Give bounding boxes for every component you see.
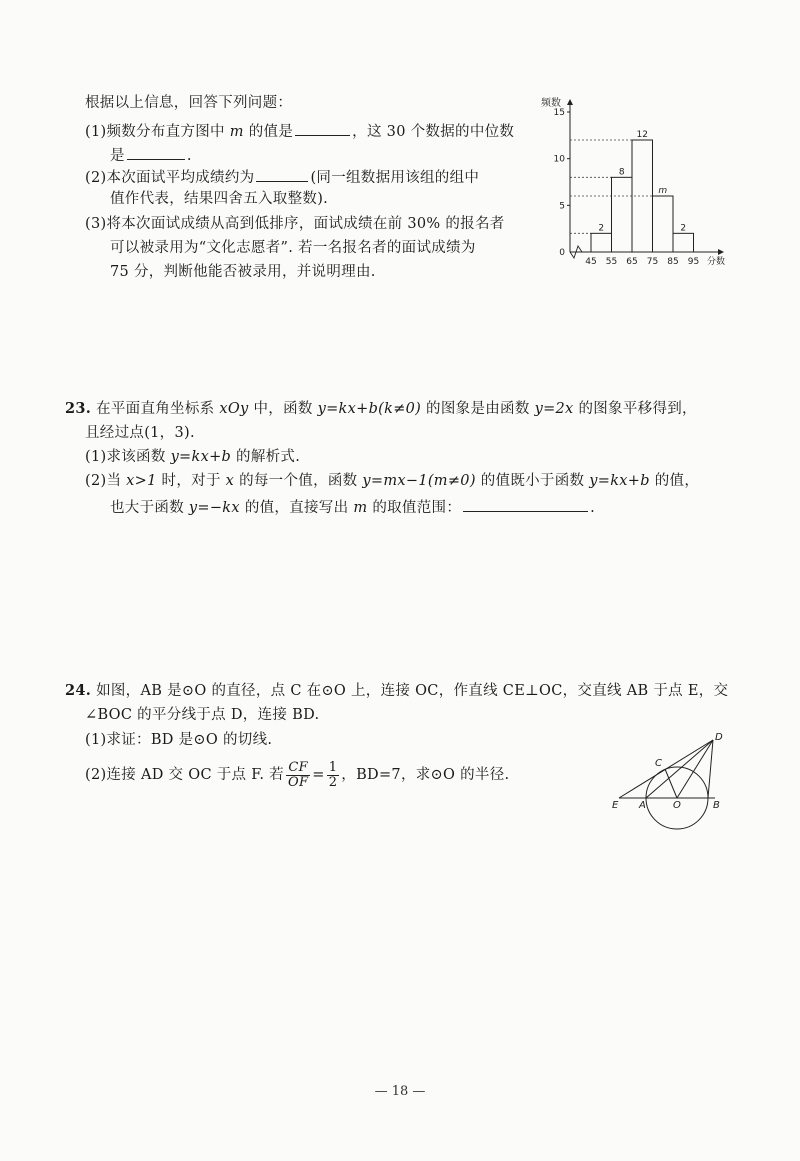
histogram-bar [612, 177, 633, 252]
q22-part1-line1: (1)频数分布直方图中 m 的值是 ，这 30 个数据的中位数 [85, 120, 514, 142]
x-tick-label: 55 [605, 257, 618, 267]
x-tick-label: 75 [646, 257, 659, 267]
y-tick-label: 0 [559, 248, 565, 258]
fraction-one-half: $\frac{1}{2}$ [328, 759, 338, 790]
frequency-histogram [535, 92, 735, 272]
x-tick-label: 95 [687, 257, 700, 267]
segment-a-d [646, 740, 713, 798]
q24-stem-line1: 24. 如图，AB 是⊙O 的直径，点 C 在⊙O 上，连接 OC，作直线 CE⊥OC，交直线 AB 于点 E，交 [65, 682, 729, 699]
label-d: D [715, 732, 723, 743]
q22-intro: 根据以上信息，回答下列问题： [85, 95, 293, 111]
page-number: — 18 — [374, 1084, 426, 1099]
q24-part2: (2)连接 AD 交 OC 于点 F. 若 $\frac{CF}{OF}$ = $\frac{1}{2}$ ，BD=7，求⊙O 的半径. [85, 759, 510, 790]
bar-data-label: 2 [598, 223, 605, 234]
answer-blank-m[interactable] [295, 120, 350, 136]
answer-blank-m-range[interactable] [463, 496, 588, 512]
x-tick-label: 45 [585, 257, 597, 267]
label-c: C [655, 758, 662, 769]
y-tick-label: 15 [553, 108, 565, 118]
answer-blank-average[interactable] [256, 166, 308, 182]
q22-part2-line2: 值作代表，结果四舍五入取整数). [110, 191, 329, 207]
label-o: O [673, 800, 681, 811]
bar-data-label: 8 [618, 167, 625, 178]
histogram-bar [591, 233, 612, 252]
answer-blank-median[interactable] [127, 144, 185, 160]
q23-part1: (1)求该函数 y=kx+b 的解析式. [85, 449, 301, 465]
label-b: B [713, 800, 720, 811]
histogram-bar [673, 233, 694, 252]
q22-part3-line2: 可以被录用为“文化志愿者”. 若一名报名者的面试成绩为 [110, 240, 476, 256]
y-axis-label: 频数 [541, 98, 561, 109]
q22-part3-line1: (3)将本次面试成绩从高到低排序，面试成绩在前 30% 的报名者 [85, 216, 505, 232]
q22-part2-line1: (2)本次面试平均成绩约为 (同一组数据用该组的组中 [85, 166, 479, 188]
q24-part1: (1)求证：BD 是⊙O 的切线. [85, 732, 273, 748]
q23-stem-line2: 且经过点(1，3). [85, 425, 195, 441]
x-axis-label: 分数 [707, 257, 726, 267]
line-e-d [619, 740, 713, 798]
y-tick-label: 10 [553, 154, 565, 165]
x-tick-label: 85 [667, 257, 679, 267]
segment-o-d [677, 740, 713, 798]
q23-part2-line2: 也大于函数 y=−kx 的值，直接写出 m 的取值范围： . [110, 496, 595, 518]
histogram-bar [653, 196, 674, 252]
fraction-cf-of: $\frac{CF}{OF}$ [287, 759, 309, 790]
bar-data-label: m [658, 186, 668, 196]
y-tick-label: 5 [559, 201, 565, 212]
q23-part2-line1: (2)当 x>1 时，对于 x 的每一个值，函数 y=mx−1(m≠0) 的值既小于函数 y=kx+b 的值， [85, 473, 700, 489]
x-tick-label: 65 [626, 257, 638, 267]
q22-part3-line3: 75 分，判断他能否被录用，并说明理由. [110, 264, 376, 280]
q22-part1-line2: 是 . [110, 144, 192, 166]
bar-data-label: 12 [636, 130, 648, 140]
q23-stem-line1: 23. 在平面直角坐标系 xOy 中，函数 y=kx+b(k≠0) 的图象是由函数 y=2x 的图象平移得到， [65, 400, 697, 417]
bar-data-label: 2 [680, 223, 687, 234]
geometry-figure [605, 728, 735, 833]
q24-stem-line2: ∠BOC 的平分线于点 D，连接 BD. [85, 707, 320, 723]
label-e: E [612, 800, 619, 811]
label-a: A [639, 800, 646, 811]
segment-b-d [708, 740, 713, 798]
